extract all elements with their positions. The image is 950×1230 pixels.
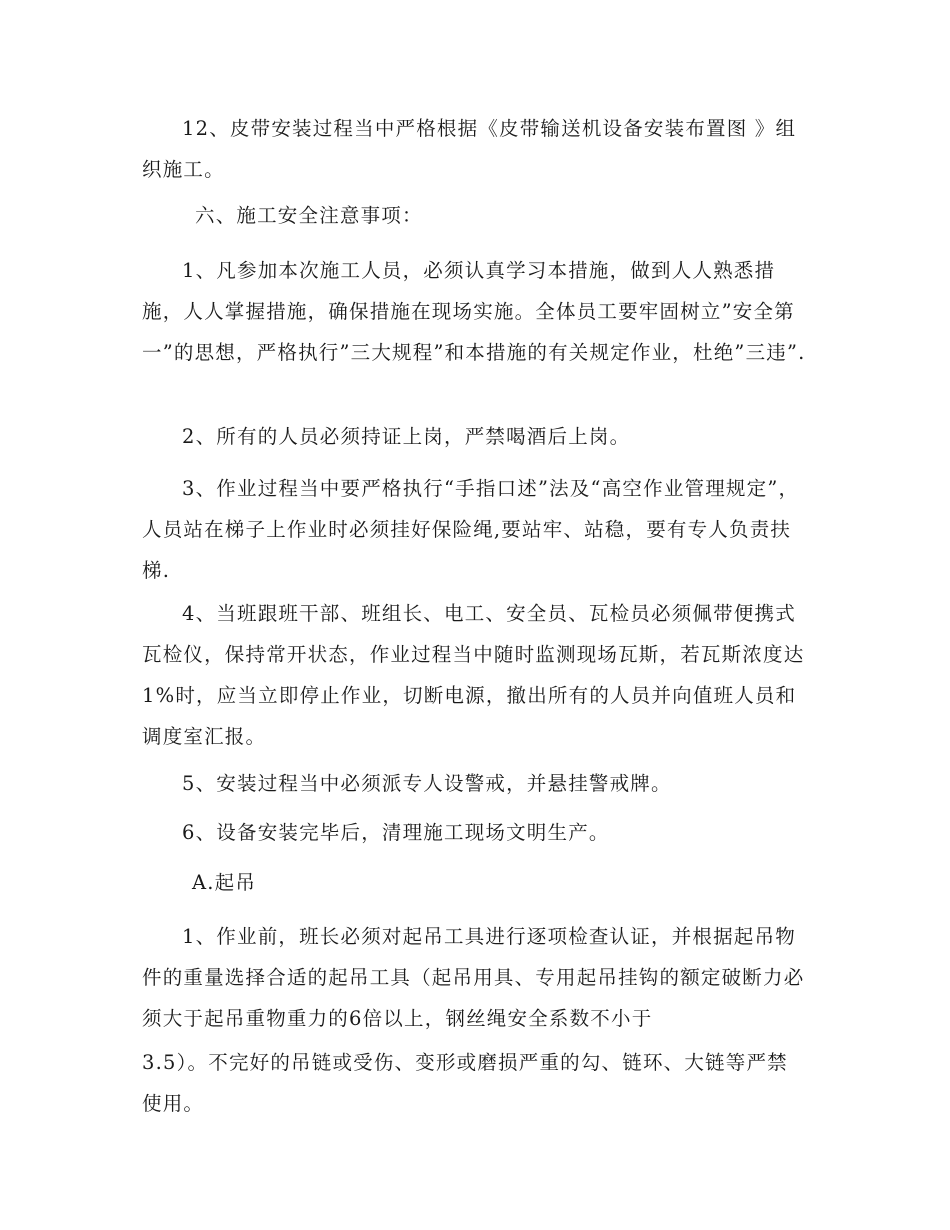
paragraph-item-5: 5、安装过程当中必须派专人设警戒，并悬挂警戒牌。 <box>182 772 672 795</box>
paragraph-item-6: 6、设备安装完毕后，清理施工现场文明生产。 <box>182 821 610 844</box>
section-heading-safety: 六、施工安全注意事项： <box>195 204 423 227</box>
sub-heading-lifting: A.起吊 <box>192 871 257 894</box>
paragraph-item-2: 2、所有的人员必须持证上岗，严禁喝酒后上岗。 <box>182 425 631 448</box>
paragraph-item-1: 1、凡参加本次施工人员，必须认真学习本措施，做到人人熟悉措施，人人掌握措施，确保措施在现场实施。全体员工要牢固树立”安全第一”的思想，严格执行”三大规程”和本措施的有关规定作业，杜绝”三违”. <box>142 259 806 364</box>
paragraph-lifting-1-continued: 3.5）。不完好的吊链或受伤、变形或磨损严重的勾、链环、大链等严禁使用。 <box>142 1051 788 1115</box>
paragraph-item-3: 3、作业过程当中要严格执行“手指口述”法及“高空作业管理规定”，人员站在梯子上作业时必须挂好保险绳,要站牢、站稳，要有专人负责扶梯. <box>142 477 800 582</box>
paragraph-lifting-1: 1、作业前，班长必须对起吊工具进行逐项检查认证，并根据起吊物件的重量选择合适的起吊工具（起吊用具、专用起吊挂钩的额定破断力必须大于起吊重物重力的6倍以上，钢丝绳安全系数不小于 <box>142 925 805 1030</box>
paragraph-item-12: 12、皮带安装过程当中严格根据《皮带输送机设备安装布置图 》组织施工。 <box>142 117 797 181</box>
paragraph-item-4: 4、当班跟班干部、班组长、电工、安全员、瓦检员必须佩带便携式瓦检仪，保持常开状态，作业过程当中随时监测现场瓦斯，若瓦斯浓度达1%时，应当立即停止作业，切断电源，撤出所有的人员并向值班人员和调度室汇报。 <box>142 602 805 748</box>
